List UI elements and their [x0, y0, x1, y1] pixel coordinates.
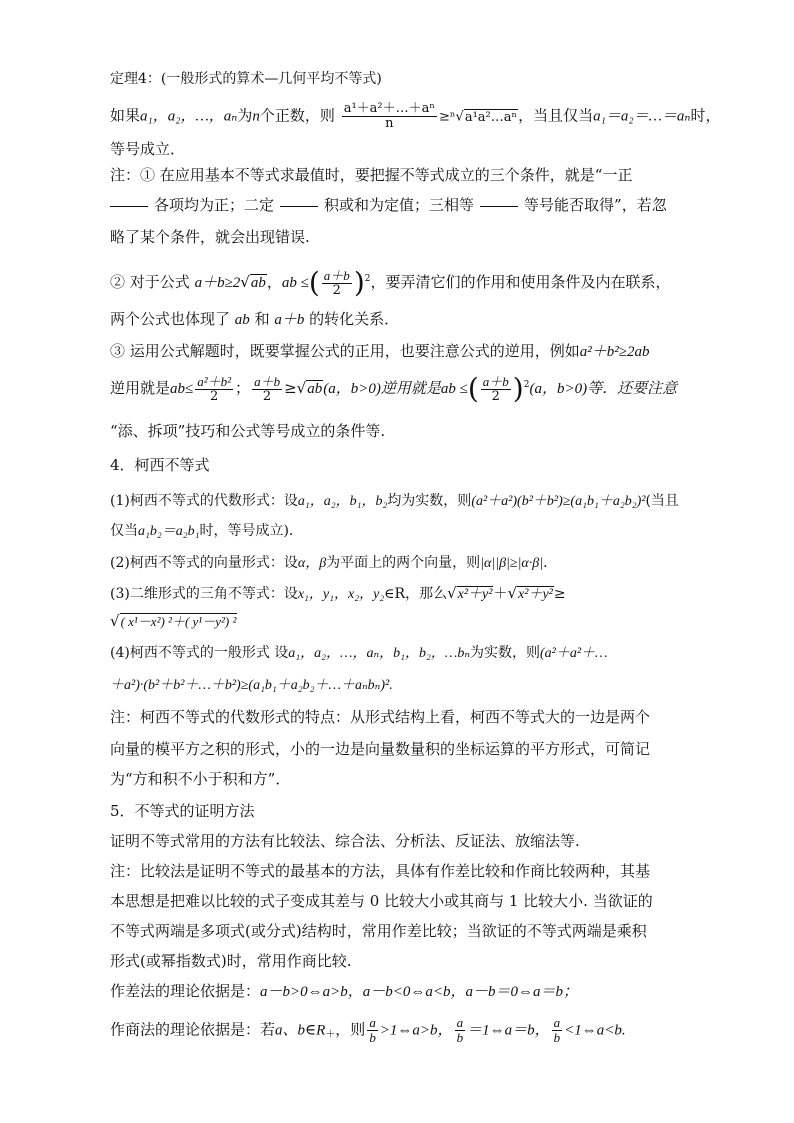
fraction-denominator: 2 — [210, 388, 219, 404]
formula: a－b>0⇔a>b，a－b<0⇔a<b，a－b＝0⇔a＝b； — [260, 984, 579, 1000]
superscript: 2 — [523, 380, 530, 390]
text: ∈R，那么 — [384, 586, 448, 602]
mean-fraction — [342, 102, 437, 131]
text: 证明不等式常用的方法有比较法、综合法、分析法、反证法、放缩法等. — [110, 832, 580, 850]
formula: (a²＋a²)(b²＋b²)≥(a₁b₁＋a₂b₂)² — [471, 494, 646, 509]
variables: x₁，y₁，x₂，y₂ — [297, 587, 385, 602]
text: 注：柯西不等式的代数形式的特点：从形式结构上看，柯西不等式大的一边是两个 — [110, 708, 651, 726]
text: ＋ — [493, 586, 508, 602]
fraction — [367, 1016, 378, 1045]
fraction-denominator: 2 — [262, 388, 272, 404]
formula: |α||β|≥|α·β| — [480, 556, 544, 571]
cauchy-note-line-3 — [110, 768, 290, 790]
formula: a₁b₂＝a₂b₁ — [138, 524, 200, 539]
sqrt-sign: √ — [240, 273, 250, 291]
text: 均为实数，则 — [387, 493, 472, 509]
text: 不等式两端是多项式(或分式)结构时，常用作差比较；当欲证的不等式两端是乘积 — [110, 922, 647, 940]
note-1-line-1 — [110, 164, 632, 186]
text: 等号成立． — [110, 140, 186, 158]
formula: (a²＋a²＋… — [540, 646, 608, 661]
note-1-line-2 — [110, 194, 667, 216]
text: 如果 — [110, 106, 141, 125]
long-dash — [110, 206, 148, 207]
fraction-numerator: a — [456, 1015, 464, 1030]
fraction — [481, 375, 511, 404]
text: ， — [266, 273, 282, 291]
text: ． — [543, 555, 558, 571]
text: “添、拆项”技巧和公式等号成立的条件等. — [110, 422, 386, 440]
fraction — [322, 269, 352, 298]
note-3-line-1 — [110, 340, 650, 363]
root-body: a¹a²…aⁿ — [464, 109, 518, 125]
text: 时， — [690, 106, 721, 125]
formula: ab ≤ — [440, 381, 468, 397]
comparison-note-line-2 — [110, 890, 653, 912]
formula: ab≤ — [170, 381, 194, 397]
note-3-line-2 — [110, 374, 677, 404]
text: (4)柯西不等式的一般形式 设 — [110, 645, 289, 661]
text: ，要弄清它们的作用和使用条件及内在联系， — [370, 273, 671, 291]
ge-sign: ≥ — [439, 109, 450, 125]
fraction-denominator: b — [369, 1030, 376, 1045]
text: ，则 — [335, 1020, 366, 1039]
note-3-line-3 — [110, 420, 385, 442]
formula: ab — [234, 312, 250, 328]
cauchy-1-line-2 — [110, 520, 303, 543]
root-body: ab — [307, 381, 323, 397]
theorem-4-title — [110, 68, 382, 90]
left-paren: ( — [467, 372, 479, 405]
cauchy-note-line-1 — [110, 706, 650, 728]
text: 为实数，则 — [470, 645, 540, 661]
text: 两个公式也体现了 — [110, 310, 231, 328]
variables: a₁，a₂，…，aₙ — [140, 108, 238, 125]
fraction — [552, 1016, 563, 1045]
fraction-numerator: a — [369, 1015, 376, 1030]
cauchy-3-line-1 — [110, 582, 566, 606]
long-dash — [480, 206, 518, 207]
variables: α，β — [297, 556, 327, 571]
text: 向量的模平方之积的形式，小的一边是向量数量积的坐标运算的平方形式，可简记 — [110, 740, 651, 758]
formula: (a，b>0)逆用就是 — [323, 381, 441, 397]
fraction-denominator: 2 — [332, 282, 341, 298]
text: 略了某个条件，就会出现错误. — [110, 228, 310, 246]
cauchy-4-line-1 — [110, 642, 608, 665]
cauchy-2 — [110, 552, 557, 575]
formula: ＋a²)·(b²＋b²＋…＋b²)≥(a₁b₁＋a₂b₂＋…＋aₙbₙ)². — [110, 678, 393, 693]
text: 积或和为定值；三相等 — [324, 196, 475, 214]
section-5-title — [110, 800, 255, 822]
long-dash — [280, 206, 318, 207]
fraction-denominator: 2 — [491, 388, 500, 404]
cauchy-4-line-2 — [110, 674, 393, 697]
root-body: ( x¹－x²) ²＋( y¹－y²) ² — [120, 614, 237, 629]
fraction-numerator: a＋b — [254, 373, 281, 389]
text: 仅当 — [110, 523, 138, 539]
section-title: 5．不等式的证明方法 — [110, 802, 255, 820]
sqrt-sign: √ — [447, 584, 457, 602]
text: 时，等号成立)． — [199, 523, 303, 539]
text: 和 — [254, 310, 270, 328]
text: 注：比较法是证明不等式的最基本的方法，具体有作差比较和作商比较两种，其基 — [110, 862, 651, 880]
fraction-denominator: b — [553, 1030, 561, 1045]
comparison-note-line-3 — [110, 920, 647, 942]
text: ② 对于公式 — [110, 273, 190, 291]
text: 各项均为正；二定 — [154, 196, 275, 214]
subscript: ＋ — [325, 1029, 336, 1041]
sqrt-sign: √ — [296, 379, 307, 397]
fraction — [455, 1016, 466, 1045]
text: ③ 运用公式解题时，既要掌握公式的正用，也要注意公式的逆用，例如 — [110, 342, 580, 360]
text: (2)柯西不等式的向量形式：设 — [110, 555, 298, 571]
formula: a＋b≥2 — [194, 275, 241, 291]
text: 的转化关系． — [309, 310, 400, 328]
sqrt-sign: √ — [507, 584, 518, 602]
formula: (a，b>0)等．还要注意 — [529, 381, 678, 397]
fraction-numerator: a＋b — [323, 267, 350, 283]
cauchy-1-line-1 — [110, 490, 679, 513]
text: 为“方和积不小于积和方”． — [110, 770, 291, 788]
fraction — [195, 375, 233, 404]
variables: a₁，a₂，…，aₙ，b₁，b₂，…bₙ — [288, 646, 470, 661]
text: 为 — [237, 106, 253, 125]
cauchy-3-line-2 — [110, 610, 237, 634]
proof-methods-line — [110, 830, 580, 852]
formula: >1⇔a>b， — [379, 1022, 453, 1039]
fraction-numerator: a²＋b² — [197, 373, 232, 389]
text: 形式(或幂指数式)时，常用作商比较. — [110, 952, 352, 970]
text: 本思想是把难以比较的式子变成其差与 0 比较大小或其商与 1 比较大小. 当欲证的 — [110, 892, 653, 910]
difference-basis — [110, 980, 578, 1003]
fraction-numerator: a¹＋a²＋…＋aⁿ — [343, 101, 435, 116]
note-1-line-3 — [110, 226, 310, 248]
text: ； — [235, 379, 251, 397]
formula: ab ≤ — [281, 275, 309, 291]
text: (3)二维形式的三角不等式：设 — [110, 586, 298, 602]
text: 逆用就是 — [110, 379, 171, 397]
text: 等号能否取得”，若忽 — [524, 196, 667, 214]
comparison-note-line-4 — [110, 950, 351, 972]
root-body: x²＋y² — [457, 587, 493, 602]
text: (当且 — [645, 493, 679, 509]
theorem-4-statement — [110, 102, 721, 131]
note-2-line-2 — [110, 308, 399, 331]
text: ，当且仅当 — [518, 106, 594, 125]
formula: a²＋b²≥2ab — [579, 344, 650, 360]
text: 为平面上的两个向量，则 — [326, 555, 481, 571]
right-paren: ) — [512, 372, 524, 405]
superscript: 2 — [364, 274, 371, 284]
quotient-basis — [110, 1016, 626, 1047]
section-4-title — [110, 454, 210, 476]
text: 注：① 在应用基本不等式求最值时，要把握不等式成立的三个条件，就是“一正 — [110, 166, 633, 184]
fraction-denominator: n — [385, 116, 394, 131]
text: 个正数，则 — [259, 106, 335, 125]
ge-sign: ≥ — [553, 586, 566, 602]
paragraph-line — [110, 138, 185, 160]
ge-sign: ≥ — [284, 379, 297, 397]
comparison-note-line-1 — [110, 860, 650, 882]
text: 作差法的理论依据是： — [110, 982, 261, 1000]
variables: a、b∈R — [275, 1022, 326, 1039]
variable-n: n — [252, 108, 260, 125]
fraction-numerator: a — [553, 1015, 561, 1030]
sqrt-sign: √ — [110, 612, 120, 630]
variables: a₁，a₂，b₁，b₂ — [297, 494, 388, 509]
theorem-title-text: 定理4：(一般形式的算术—几何平均不等式) — [110, 71, 382, 87]
nth-root-sign: ⁿ√ — [449, 109, 464, 125]
root-body: x²＋y² — [518, 587, 553, 602]
fraction — [252, 375, 282, 404]
note-2-line-1 — [110, 268, 671, 298]
cauchy-note-line-2 — [110, 738, 650, 760]
formula: a＋b — [274, 312, 305, 328]
root-body: ab — [250, 275, 266, 291]
text: (1)柯西不等式的代数形式：设 — [110, 493, 298, 509]
section-title: 4．柯西不等式 — [110, 456, 210, 474]
formula: ＝1⇔a＝b， — [467, 1022, 550, 1039]
fraction-numerator: a＋b — [482, 373, 509, 389]
left-paren: ( — [308, 266, 320, 299]
equality-condition: a₁＝a₂＝…＝aₙ — [593, 108, 691, 125]
text: 作商法的理论依据是：若 — [110, 1020, 276, 1039]
formula: <1⇔a<b. — [564, 1022, 626, 1039]
right-paren: ) — [353, 266, 365, 299]
fraction-denominator: b — [456, 1030, 464, 1045]
